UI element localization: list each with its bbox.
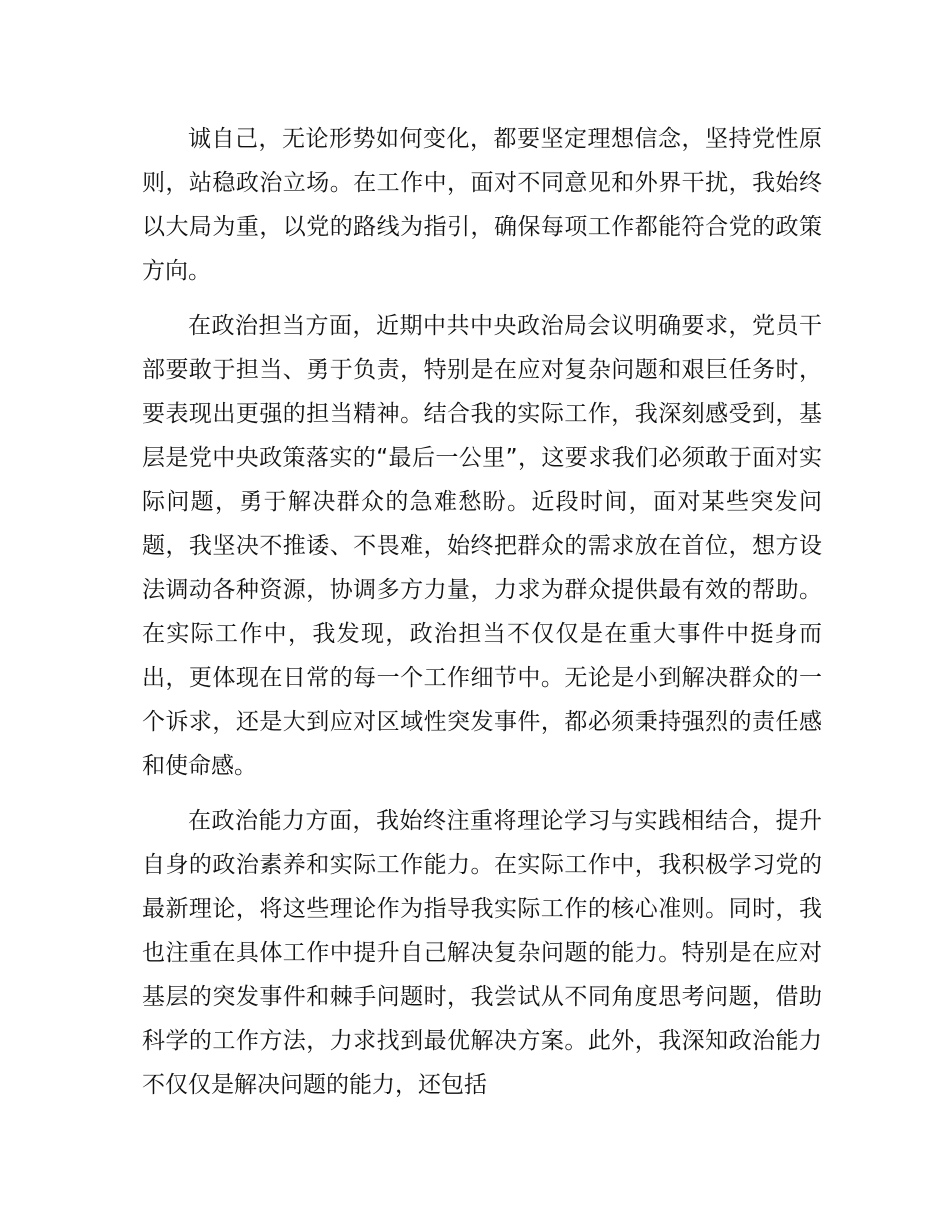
paragraph-political-loyalty: 诚自己，无论形势如何变化，都要坚定理想信念，坚持党性原则，站稳政治立场。在工作中，面对不同意见和外界干扰，我始终以大局为重，以党的路线为指引，确保每项工作都能符合党的政策方向。	[142, 126, 822, 284]
paragraph-political-ability: 在政治能力方面，我始终注重将理论学习与实践相结合，提升自身的政治素养和实际工作能力。在实际工作中，我积极学习党的最新理论，将这些理论作为指导我实际工作的核心准则。同时，我也注重在具体工作中提升自己解决复杂问题的能力。特别是在应对基层的突发事件和棘手问题时，我尝试从不同角度思考问题，借助科学的工作方法，力求找到最优解决方案。此外，我深知政治能力不仅仅是解决问题的能力，还包括	[142, 808, 822, 1098]
document-body	[142, 117, 822, 1118]
paragraph-political-responsibility: 在政治担当方面，近期中共中央政治局会议明确要求，党员干部要敢于担当、勇于负责，特别是在应对复杂问题和艰巨任务时，要表现出更强的担当精神。结合我的实际工作，我深刻感受到，基层是党中央政策落实的“最后一公里”，这要求我们必须敢于面对实际问题，勇于解决群众的急难愁盼。近段时间，面对某些突发问题，我坚决不推诿、不畏难，始终把群众的需求放在首位，想方设法调动各种资源，协调多方力量，力求为群众提供最有效的帮助。在实际工作中，我发现，政治担当不仅仅是在重大事件中挺身而出，更体现在日常的每一个工作细节中。无论是小到解决群众的一个诉求，还是大到应对区域性突发事件，都必须秉持强烈的责任感和使命感。	[142, 313, 822, 779]
